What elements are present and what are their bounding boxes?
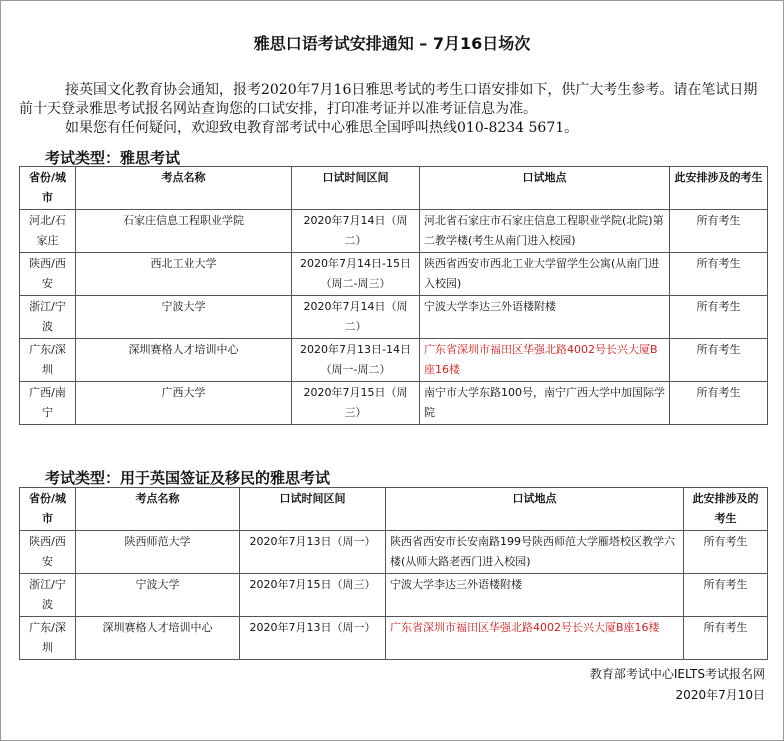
intro-paragraph-1: 接英国文化教育协会通知，报考2020年7月16日雅思考试的考生口语安排如下，供广大考生参考。请在笔试日期前十天登录雅思考试报名网站查询您的口试安排，打印准考证并以准考证信息为准。 (19, 82, 758, 117)
venue-cell: 陕西师范大学 (76, 531, 240, 574)
time-cell: 2020年7月15日（周三） (240, 574, 386, 617)
table-row (20, 210, 768, 253)
column-header: 此安排涉及的考生 (670, 167, 768, 210)
location-cell: 陕西省西安市西北工业大学留学生公寓(从南门进入校园) (420, 253, 670, 296)
candidates-cell: 所有考生 (670, 339, 768, 382)
location-cell: 广东省深圳市福田区华强北路4002号长兴大厦B座16楼 (420, 339, 670, 382)
schedule-table-ielts (19, 166, 768, 425)
location-cell: 河北省石家庄市石家庄信息工程职业学院(北院)第二教学楼(考生从南门进入校园) (420, 210, 670, 253)
candidates-cell: 所有考生 (684, 574, 768, 617)
column-header: 口试地点 (386, 488, 684, 531)
candidates-cell: 所有考生 (670, 382, 768, 425)
province-city-cell: 广西/南宁 (20, 382, 76, 425)
time-cell: 2020年7月14日（周二） (292, 296, 420, 339)
intro-text (19, 81, 769, 138)
column-header: 省份/城市 (20, 488, 76, 531)
column-header: 口试时间区间 (240, 488, 386, 531)
table-header-row (20, 488, 768, 531)
location-cell: 宁波大学李达三外语楼附楼 (420, 296, 670, 339)
venue-cell: 宁波大学 (76, 574, 240, 617)
province-city-cell: 陕西/西安 (20, 531, 76, 574)
location-cell: 陕西省西安市长安南路199号陕西师范大学雁塔校区教学六楼(从师大路老西门进入校园) (386, 531, 684, 574)
table-row (20, 382, 768, 425)
province-city-cell: 陕西/西安 (20, 253, 76, 296)
footer-date: 2020年7月10日 (675, 688, 765, 702)
table-row (20, 531, 768, 574)
table-row (20, 617, 768, 660)
province-city-cell: 广东/深圳 (20, 617, 76, 660)
page-title: 雅思口语考试安排通知 – 7月16日场次 (253, 34, 531, 53)
column-header: 口试时间区间 (292, 167, 420, 210)
section-1-title: 考试类型：雅思考试 (45, 149, 181, 167)
time-cell: 2020年7月15日（周三） (292, 382, 420, 425)
candidates-cell: 所有考生 (670, 296, 768, 339)
province-city-cell: 广东/深圳 (20, 339, 76, 382)
venue-cell: 宁波大学 (76, 296, 292, 339)
time-cell: 2020年7月13日-14日（周一-周二） (292, 339, 420, 382)
time-cell: 2020年7月14日（周二） (292, 210, 420, 253)
province-city-cell: 浙江/宁波 (20, 296, 76, 339)
column-header: 口试地点 (420, 167, 670, 210)
column-header: 考点名称 (76, 488, 240, 531)
province-city-cell: 河北/石家庄 (20, 210, 76, 253)
table-header-row (20, 167, 768, 210)
table-row (20, 253, 768, 296)
column-header: 省份/城市 (20, 167, 76, 210)
column-header: 此安排涉及的考生 (684, 488, 768, 531)
location-cell: 广东省深圳市福田区华强北路4002号长兴大厦B座16楼 (386, 617, 684, 660)
time-cell: 2020年7月14日-15日（周二-周三） (292, 253, 420, 296)
section-2-title: 考试类型：用于英国签证及移民的雅思考试 (45, 469, 331, 487)
time-cell: 2020年7月13日（周一） (240, 617, 386, 660)
venue-cell: 广西大学 (76, 382, 292, 425)
venue-cell: 西北工业大学 (76, 253, 292, 296)
table-row (20, 574, 768, 617)
table-row (20, 339, 768, 382)
location-cell: 宁波大学李达三外语楼附楼 (386, 574, 684, 617)
schedule-table-ukvi (19, 487, 768, 660)
candidates-cell: 所有考生 (670, 253, 768, 296)
candidates-cell: 所有考生 (684, 531, 768, 574)
time-cell: 2020年7月13日（周一） (240, 531, 386, 574)
venue-cell: 深圳赛格人才培训中心 (76, 339, 292, 382)
candidates-cell: 所有考生 (670, 210, 768, 253)
venue-cell: 石家庄信息工程职业学院 (76, 210, 292, 253)
location-cell: 南宁市大学东路100号，南宁广西大学中加国际学院 (420, 382, 670, 425)
footer-source: 教育部考试中心IELTS考试报名网 (589, 667, 765, 681)
candidates-cell: 所有考生 (684, 617, 768, 660)
province-city-cell: 浙江/宁波 (20, 574, 76, 617)
column-header: 考点名称 (76, 167, 292, 210)
venue-cell: 深圳赛格人才培训中心 (76, 617, 240, 660)
table-row (20, 296, 768, 339)
intro-paragraph-2: 如果您有任何疑问，欢迎致电教育部考试中心雅思全国呼叫热线010-8234 5671。 (65, 120, 579, 136)
